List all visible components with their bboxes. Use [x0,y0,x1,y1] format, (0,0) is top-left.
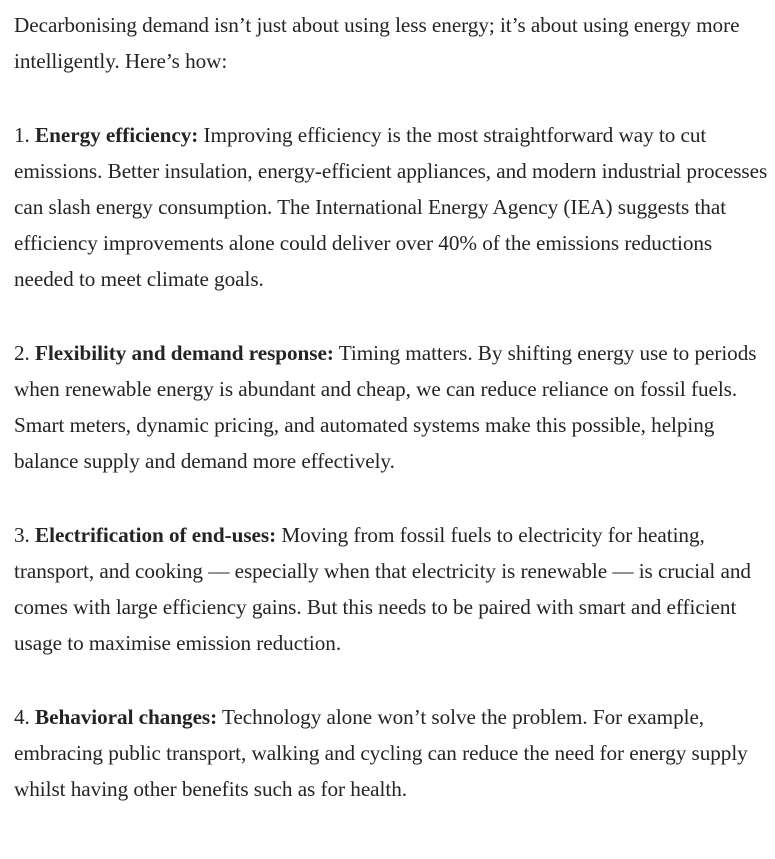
item-number: 2. [14,341,30,365]
item-number: 1. [14,123,30,147]
article-body [14,7,774,807]
item-heading: Behavioral changes: [35,705,218,729]
item-text: Improving efficiency is the most straightforward way to cut emissions. Better insulation, energy-efficient appliances, and modern industrial processes can slash energy consumption. The International Energy Agency (IEA) suggests that efficiency improvements alone could deliver over 40% of the emissions reductions needed to meet climate goals. [14,123,768,291]
item-heading: Flexibility and demand response: [35,341,334,365]
item-number: 3. [14,523,30,547]
item-text: Moving from fossil fuels to electricity for heating, transport, and cooking — especially when that electricity is renewable — is crucial and comes with large efficiency gains. But this needs to be paired with smart and efficient usage to maximise emission reduction. [14,523,751,655]
intro-paragraph: Decarbonising demand isn’t just about using less energy; it’s about using energy more intelligently. Here’s how: [14,13,740,73]
item-text: Technology alone won’t solve the problem. For example, embracing public transport, walking and cycling can reduce the need for energy supply whilst having other benefits such as for health. [14,705,748,801]
list-item-electrification [14,517,774,661]
list-item-behavioral-changes [14,699,774,807]
list-item-energy-efficiency [14,117,774,297]
item-number: 4. [14,705,30,729]
list-item-flexibility-demand-response [14,335,774,479]
item-heading: Electrification of end-uses: [35,523,277,547]
item-heading: Energy efficiency: [35,123,199,147]
item-text: Timing matters. By shifting energy use to periods when renewable energy is abundant and cheap, we can reduce reliance on fossil fuels. Smart meters, dynamic pricing, and automated systems make this possible, helping balance supply and demand more effectively. [14,341,757,473]
